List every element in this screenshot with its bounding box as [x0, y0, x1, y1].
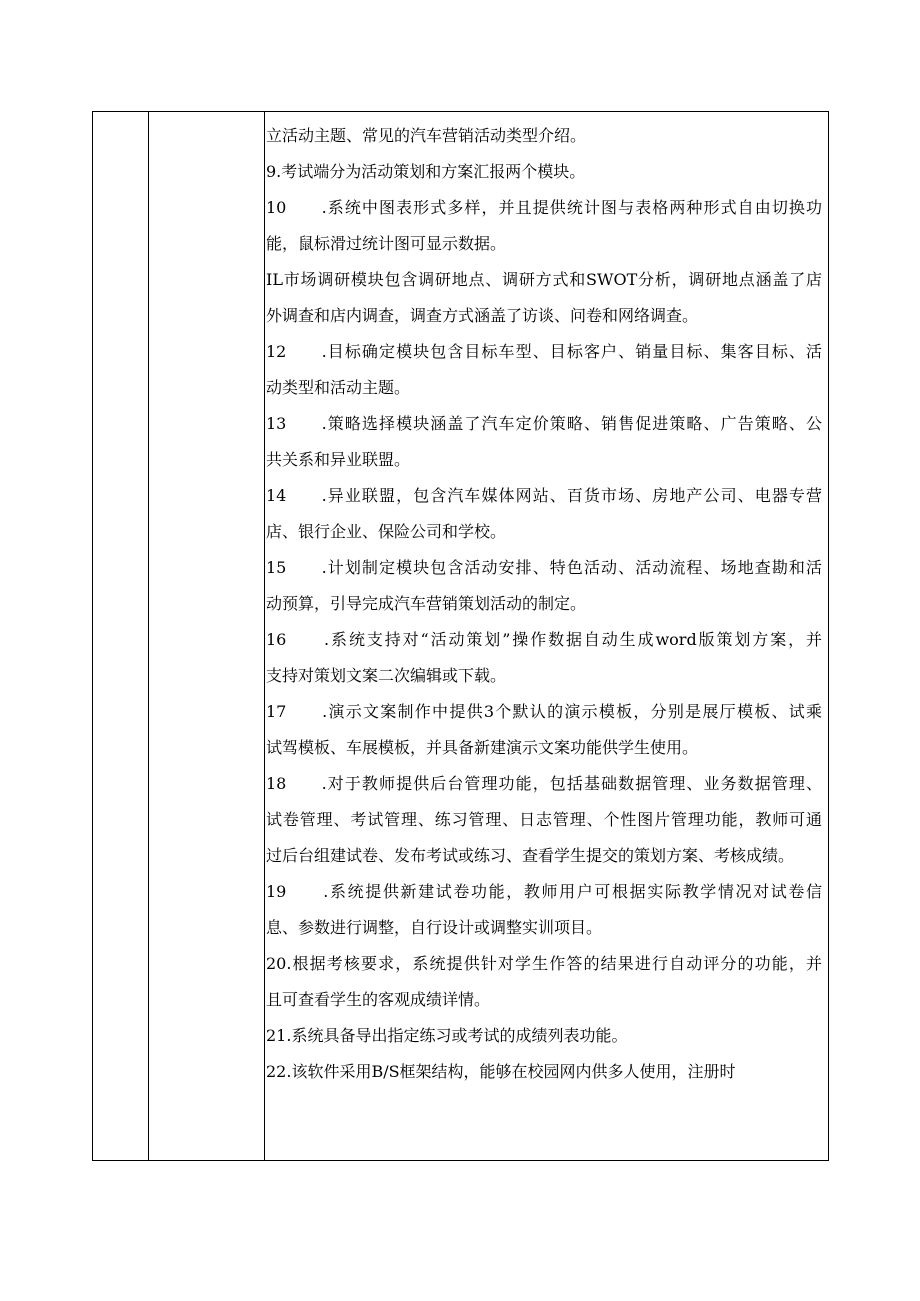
text-line: 19 .系统提供新建试卷功能，教师用户可根据实际教学情况对试卷信 [266, 882, 822, 901]
text-line: 15 .计划制定模块包含活动安排、特色活动、活动流程、场地查勘和活 [266, 558, 822, 577]
text-line: 17 .演示文案制作中提供3个默认的演示模板，分别是展厅模板、试乘 [266, 702, 822, 721]
text-line: 试卷管理、考试管理、练习管理、日志管理、个性图片管理功能，教师可通 [266, 810, 822, 829]
text-line: IL市场调研模块包含调研地点、调研方式和SWOT分析，调研地点涵盖了店 [266, 270, 822, 289]
text-line: 14 .异业联盟，包含汽车媒体网站、百货市场、房地产公司、电器专营 [266, 486, 822, 505]
text-line: 9.考试端分为活动策划和方案汇报两个模块。 [266, 162, 586, 181]
text-line: 店、银行企业、保险公司和学校。 [266, 522, 507, 541]
text-line: 且可查看学生的客观成绩详情。 [266, 990, 491, 1009]
text-line: 过后台组建试卷、发布考试或练习、查看学生提交的策划方案、考核成绩。 [266, 846, 795, 865]
column-divider [264, 112, 265, 1160]
text-line: 息、参数进行调整，自行设计或调整实训项目。 [266, 918, 603, 937]
requirements-content-cell [266, 112, 822, 1160]
text-line: 20.根据考核要求，系统提供针对学生作答的结果进行自动评分的功能，并 [266, 954, 822, 973]
column-divider [148, 112, 149, 1160]
text-line: 试驾模板、车展模板，并具备新建演示文案功能供学生使用。 [266, 738, 699, 757]
text-line: 21.系统具备导出指定练习或考试的成绩列表功能。 [266, 1026, 628, 1045]
text-line: 13 .策略选择模块涵盖了汽车定价策略、销售促进策略、广告策略、公 [266, 414, 822, 433]
text-line: 22.该软件采用B/S框架结构，能够在校园网内供多人使用，注册时 [266, 1062, 736, 1081]
text-line: 共关系和异业联盟。 [266, 450, 411, 469]
requirements-table [92, 111, 829, 1161]
text-line: 动预算，引导完成汽车营销策划活动的制定。 [266, 594, 587, 613]
text-line: 12 .目标确定模块包含目标车型、目标客户、销量目标、集客目标、活 [266, 342, 822, 361]
text-line: 16 .系统支持对“活动策划”操作数据自动生成word版策划方案，并 [266, 630, 822, 649]
text-line: 18 .对于教师提供后台管理功能，包括基础数据管理、业务数据管理、 [266, 774, 822, 793]
text-line: 外调查和店内调查，调查方式涵盖了访谈、问卷和网络调查。 [266, 306, 699, 325]
text-line: 能，鼠标滑过统计图可显示数据。 [266, 234, 507, 253]
text-line: 支持对策划文案二次编辑或下载。 [266, 666, 507, 685]
text-line: 立活动主题、常见的汽车营销活动类型介绍。 [266, 126, 587, 145]
text-line: 10 .系统中图表形式多样，并且提供统计图与表格两种形式自由切换功 [266, 198, 822, 217]
text-line: 动类型和活动主题。 [266, 378, 411, 397]
